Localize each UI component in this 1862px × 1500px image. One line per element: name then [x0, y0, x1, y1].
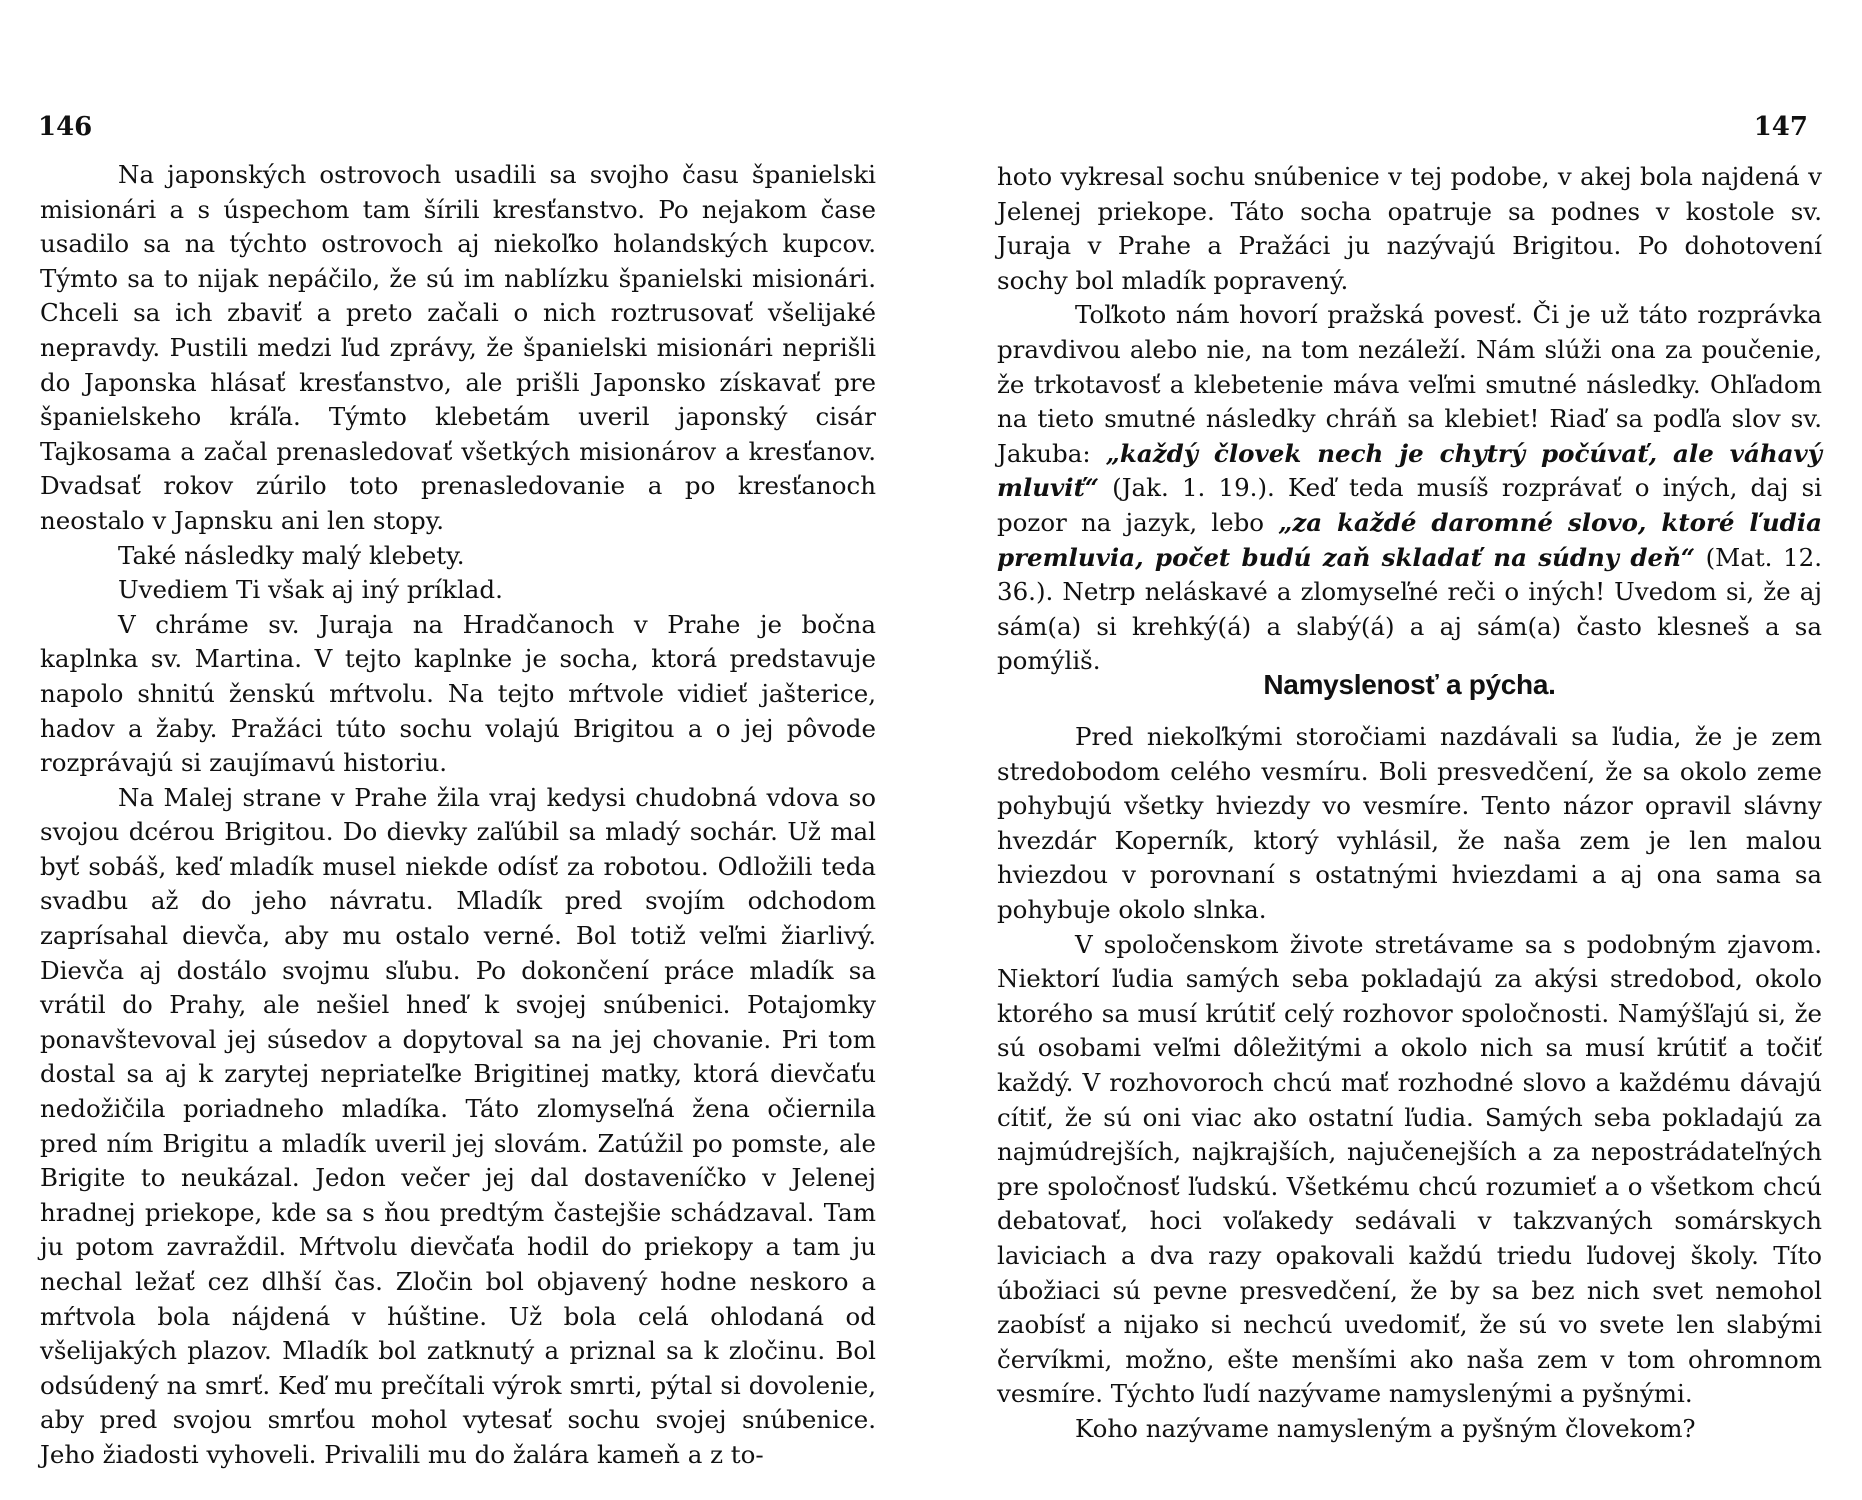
paragraph-text: (Jak. 1. 19.). Keď teda musíš rozprávať o iných, daj si pozor na jazyk, lebo — [997, 473, 1823, 537]
paragraph: Také následky malý klebety. — [118, 540, 465, 570]
right-text-column-bottom — [997, 720, 1822, 1446]
page-number-left: 146 — [38, 112, 93, 142]
paragraph: V chráme sv. Juraja na Hradčanoch v Prahe je bočna kaplnka sv. Martina. V tejto kaplnke je socha, ktorá predstavuje napolo shnitú ženskú mŕtvolu. Na tejto mŕtvole vidieť jašterice, hadov a žaby. Pražáci túto sochu volajú Brigitou a o jej pôvode rozprávajú si zaujímavú historiu. — [40, 609, 876, 778]
section-heading: Namyslenosť a pýcha. — [1263, 669, 1556, 700]
quote-matthew: „za každé daromné slovo, ktoré ľudia premluvia, počet budú zaň skladať na súdny deň“ — [997, 507, 1822, 572]
page-number-right: 147 — [1753, 112, 1808, 142]
paragraph-text: (Mat. 12. 36.). Netrp neláskavé a zlomyseľné reči o iných! Uvedom si, že aj sám(a) si krehký(á) a slabý(á) a aj sám(a) často klesneš a sa pomýliš. — [997, 542, 1822, 676]
paragraph-text: Toľkoto nám hovorí pražská povesť. Či je už táto rozprávka pravdivou alebo nie, na tom nezáleží. Nám slúži ona za poučenie, že trkotavosť a klebetenie máva veľmi smutné následky. Ohľadom na tieto smutné následky chráň sa klebiet! Riaď sa podľa slov sv. Jakuba: — [997, 300, 1822, 468]
paragraph: Uvediem Ti však aj iný príklad. — [118, 575, 503, 605]
question-line: Koho nazývame namysleným a pyšným človekom? — [1075, 1413, 1696, 1443]
paragraph: Pred niekoľkými storočiami nazdávali sa ľudia, že je zem stredobodom celého vesmíru. Boli presvedčení, že sa okolo zeme pohybujú všetky hviezdy vo vesmíre. Tento názor opravil slávny hvezdár Koperník, ktorý vyhlásil, že naša zem je len malou hviezdou v porovnaní s ostatnými hviezdami a aj ona sama sa pohybuje okolo slnka. — [997, 722, 1822, 924]
paragraph: Na japonských ostrovoch usadili sa svojho času španielski misionári a s úspechom tam šírili kresťanstvo. Po nejakom čase usadilo sa na týchto ostrovoch aj niekoľko holandských kupcov. Týmto sa to nijak nepáčilo, že sú im nablízku španielski misionári. Chceli sa ich zbaviť a preto začali o nich roztrusovať všelijaké nepravdy. Pustili medzi ľud zprávy, že španielski misionári neprišli do Japonska hlásať kresťanstvo, ale prišli Japonsko získavať pre španielskeho kráľa. Týmto klebetám uveril japonský cisár Tajkosama a začal prenasledovať všetkých misionárov a kresťanov. Dvadsať rokov zúrilo toto prenasledovanie a po kresťanoch neostalo v Japnsku ani len stopy. — [40, 160, 876, 535]
right-page — [931, 0, 1862, 1500]
paragraph: V spoločenskom živote stretávame sa s podobným zjavom. Niektorí ľudia samých seba pokladajú za akýsi stredobod, okolo ktorého sa musí krútiť celý rozhovor spoločnosti. Namýšľajú si, že sú osobami veľmi dôležitými a okolo nich sa musí krútiť a točiť každý. V rozhovoroch chcú mať rozhodné slovo a každému dávajú cítiť, že sú oni viac ako ostatní ľudia. Samých seba pokladajú za najmúdrejších, najkrajších, najučenejších a za nepostrádateľných pre spoločnosť ľudskú. Všetkému chcú rozumieť a o všetkom chcú debatovať, hoci voľakedy sedávali v takzvaných somárskych laviciach a dva razy opakovali každú triedu ľudovej školy. Títo úbožiaci sú pevne presvedčení, že by sa bez nich svet nemohol zaobísť a nijako si nechcú uvedomiť, že sú vo svete len slabými červíkmi, možno, ešte menšími ako naša zem v tom ohromnom vesmíre. Týchto ľudí nazývame namyslenými a pyšnými. — [997, 929, 1822, 1409]
left-text-column — [40, 158, 876, 1473]
continuation-paragraph: hoto vykresal sochu snúbenice v tej podobe, v akej bola najdená v Jelenej priekope. Táto socha opatruje sa podnes v kostole sv. Juraja v Prahe a Pražáci ju nazývajú Brigitou. Po dohotovení sochy bol mladík popravený. — [997, 162, 1822, 295]
right-text-column-top — [997, 160, 1822, 679]
paragraph: Na Malej strane v Prahe žila vraj kedysi chudobná vdova so svojou dcérou Brigitou. Do dievky zaľúbil sa mladý sochár. Už mal byť sobáš, keď mladík musel niekde odísť za robotou. Odložili teda svadbu až do jeho návratu. Mladík pred svojím odchodom zaprísahal dievča, aby mu ostalo verné. Bol totiž veľmi žiarlivý. Dievča aj dostálo svojmu sľubu. Po dokončení práce mladík sa vrátil do Prahy, ale nešiel hneď k svojej snúbenici. Potajomky ponavštevoval jej súsedov a dopytoval sa na jej chovanie. Pri tom dostal sa aj k zarytej nepriateľke Brigitinej matky, ktorá dievčaťu nedožičila poriadneho mladíka. Táto zlomyseľná žena očiernila pred ním Brigitu a mladík uveril jej slovám. Zatúžil po pomste, ale Brigite to neukázal. Jedon večer jej dal dostaveníčko v Jelenej hradnej priekope, kde sa s ňou predtým častejšie schádzaval. Tam ju potom zavraždil. Mŕtvolu dievčaťa hodil do priekopy a tam ju nechal ležať cez dlhší čas. Zločin bol objavený hodne neskoro a mŕtvola bola nájdená v húštine. Už bola celá ohlodaná od všelijakých plazov. Mladík bol zatknutý a priznal sa k zločinu. Bol odsúdený na smrť. Keď mu prečítali výrok smrti, pýtal si dovolenie, aby pred svojou smrťou mohol vytesať sochu svojej snúbenice. Jeho žiadosti vyhoveli. Privalili mu do žalára kameň a z to- — [40, 782, 876, 1469]
quote-jakub: „každý človek nech je chytrý počúvať, ale váhavý mluviť“ — [997, 438, 1822, 503]
paragraph-with-quotes — [997, 298, 1822, 679]
